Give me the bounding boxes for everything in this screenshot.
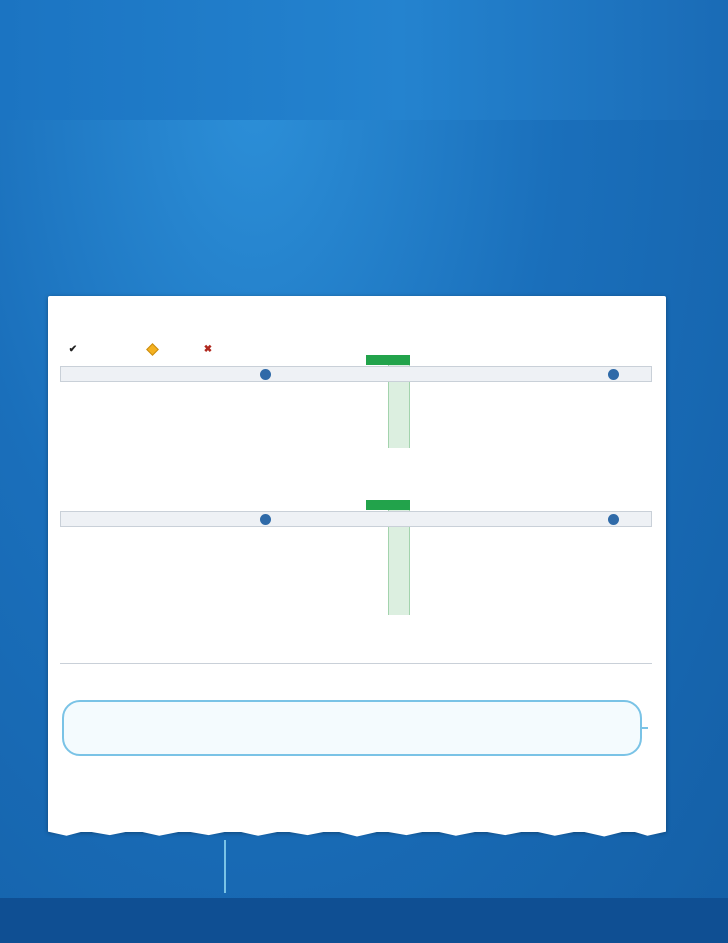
legend-two-or-more [203,345,216,355]
help-icon[interactable] [260,369,271,380]
x-icon: ✖ [203,344,213,355]
legend-one-below [148,345,160,354]
callout-line [224,840,226,893]
help-icon[interactable] [608,369,619,380]
level-tag [366,500,410,510]
legend-on-or-above [68,345,81,355]
highlight-connector [642,727,648,729]
check-icon: ✔ [68,344,78,355]
page-number [20,910,26,925]
footer-band [0,898,728,943]
top-band [0,0,728,120]
analysis-header [60,648,652,664]
domain-highlight [62,700,642,756]
overall-header [60,366,652,382]
help-icon[interactable] [260,514,271,525]
level-tag [366,355,410,365]
help-icon[interactable] [608,514,619,525]
diamond-icon [146,343,159,356]
detail-header [60,511,652,527]
